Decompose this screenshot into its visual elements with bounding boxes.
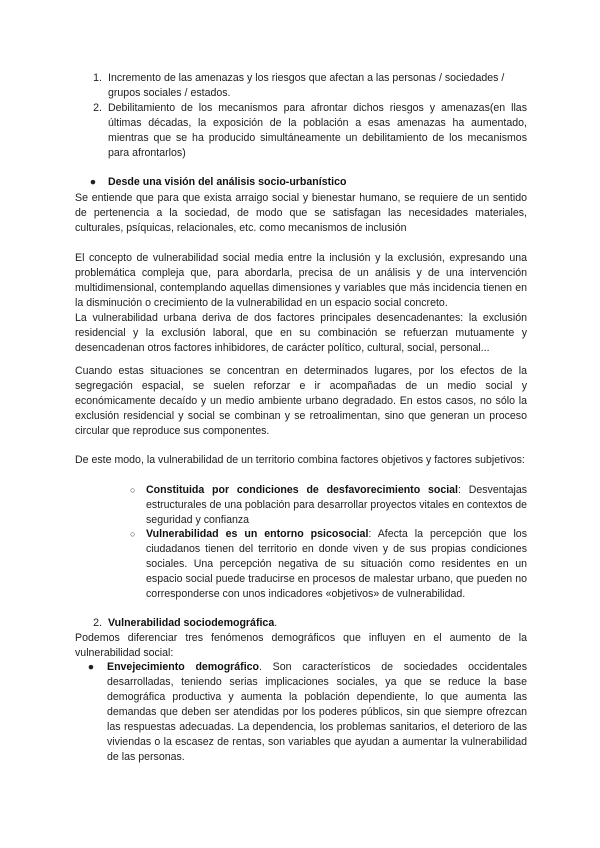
list-number-2: 2.	[93, 102, 102, 114]
bullet-title: Envejecimiento demográfico	[107, 661, 260, 673]
sub-item-text: : Afecta la percepción que los ciudadanos tienen del territorio en donde viven y de sus propias condiciones sociales. Una percepción negativa de su situación como residentes en un espacio social puede traducirse en procesos de malestar urbano, que pueden no corresponderse con unos indicadores «objetivos» de vulnerabilidad.	[146, 528, 527, 600]
bullet-icon: ●	[87, 661, 95, 673]
paragraph-concepto: El concepto de vulnerabilidad social media entre la inclusión y la exclusión, expresando una problemática compleja que, para abordarla, precisa de un análisis y de una intervención multidimensional, contemplando aquellas dimensiones y variables que más incidencia tienen en la disminución o crecimiento de la vulnerabilidad en un espacio social concreto.	[75, 252, 527, 309]
section-heading-sociodemografica: Vulnerabilidad sociodemográfica.	[108, 617, 278, 629]
sub-item-psicosocial	[146, 527, 527, 602]
heading-text: Desde una visión del análisis socio-urbanístico	[108, 176, 347, 188]
sub-item-desfavorecimiento	[146, 483, 527, 528]
section-number: 2.	[93, 617, 102, 629]
list-number-1: 1.	[93, 72, 102, 84]
list-item-2: Debilitamiento de los mecanismos para afrontar dichos riesgos y amenazas(en llas últimas décadas, la exposición de la población a esas amenazas ha aumentado, mientras que se ha producido simultáneamente un debilitamiento de los mecanismos para afrontarlos)	[108, 102, 527, 159]
paragraph-segregacion: Cuando estas situaciones se concentran en determinados lugares, por los efectos de la segregación espacial, se suelen reforzar e ir acompañadas de un medio social y económicamente decaído y un medio ambiente urbano degradado. En estos casos, no sólo la exclusión residencial y social se combinan y se retroalimentan, sino que generan un proceso circular que reproduce sus componentes.	[75, 365, 527, 437]
bullet-envejecimiento	[107, 660, 527, 765]
bullet-icon: ●	[89, 176, 97, 188]
bullet-text: . Son característicos de sociedades occidentales desarrolladas, teniendo serias implicaciones sociales, ya que se reduce la base demográfica productiva y aumenta la población dependiente, lo que aumenta las demandas que deben ser atendidas por los poderes públicos, sin que siempre ofrezcan las respuestas adecuadas. La dependencia, los problemas sanitarios, el deterioro de las viviendas o la escasez de rentas, son variables que ayudan a aumentar la vulnerabilidad de las personas.	[107, 661, 527, 763]
sub-item-text: : Desventajas estructurales de una población para desarrollar proyectos vitales en contextos de seguridad y confianza	[146, 484, 528, 526]
paragraph-fenomenos: Podemos diferenciar tres fenómenos demográficos que influyen en el aumento de la vulnerabilidad social:	[75, 632, 527, 659]
circle-bullet-icon: ○	[130, 485, 136, 495]
paragraph-vulnerabilidad-urbana: La vulnerabilidad urbana deriva de dos factores principales desencadenantes: la exclusión residencial y la exclusión laboral, que en su combinación se refuerzan mutuamente y desencadenan otros factores inhibidores, de carácter político, cultural, social, personal...	[75, 312, 527, 354]
circle-bullet-icon: ○	[130, 529, 136, 539]
list-item-1: Incremento de las amenazas y los riesgos que afectan a las personas / sociedades / grupos sociales / estados.	[108, 72, 505, 99]
sub-item-title: Vulnerabilidad es un entorno psicosocial	[146, 528, 369, 540]
sub-item-title: Constituida por condiciones de desfavorecimiento social	[146, 484, 458, 496]
section-title: Vulnerabilidad sociodemográfica	[108, 617, 275, 629]
section-heading-socio-urbanistico	[108, 175, 527, 190]
paragraph-factores: De este modo, la vulnerabilidad de un territorio combina factores objetivos y factores subjetivos:	[75, 454, 525, 466]
paragraph-arraigo: Se entiende que para que exista arraigo social y bienestar humano, se requiere de un sentido de pertenencia a la sociedad, de modo que se satisfagan las necesidades materiales, culturales, psíquicas, relacionales, etc. como mecanismos de inclusión	[75, 192, 527, 234]
